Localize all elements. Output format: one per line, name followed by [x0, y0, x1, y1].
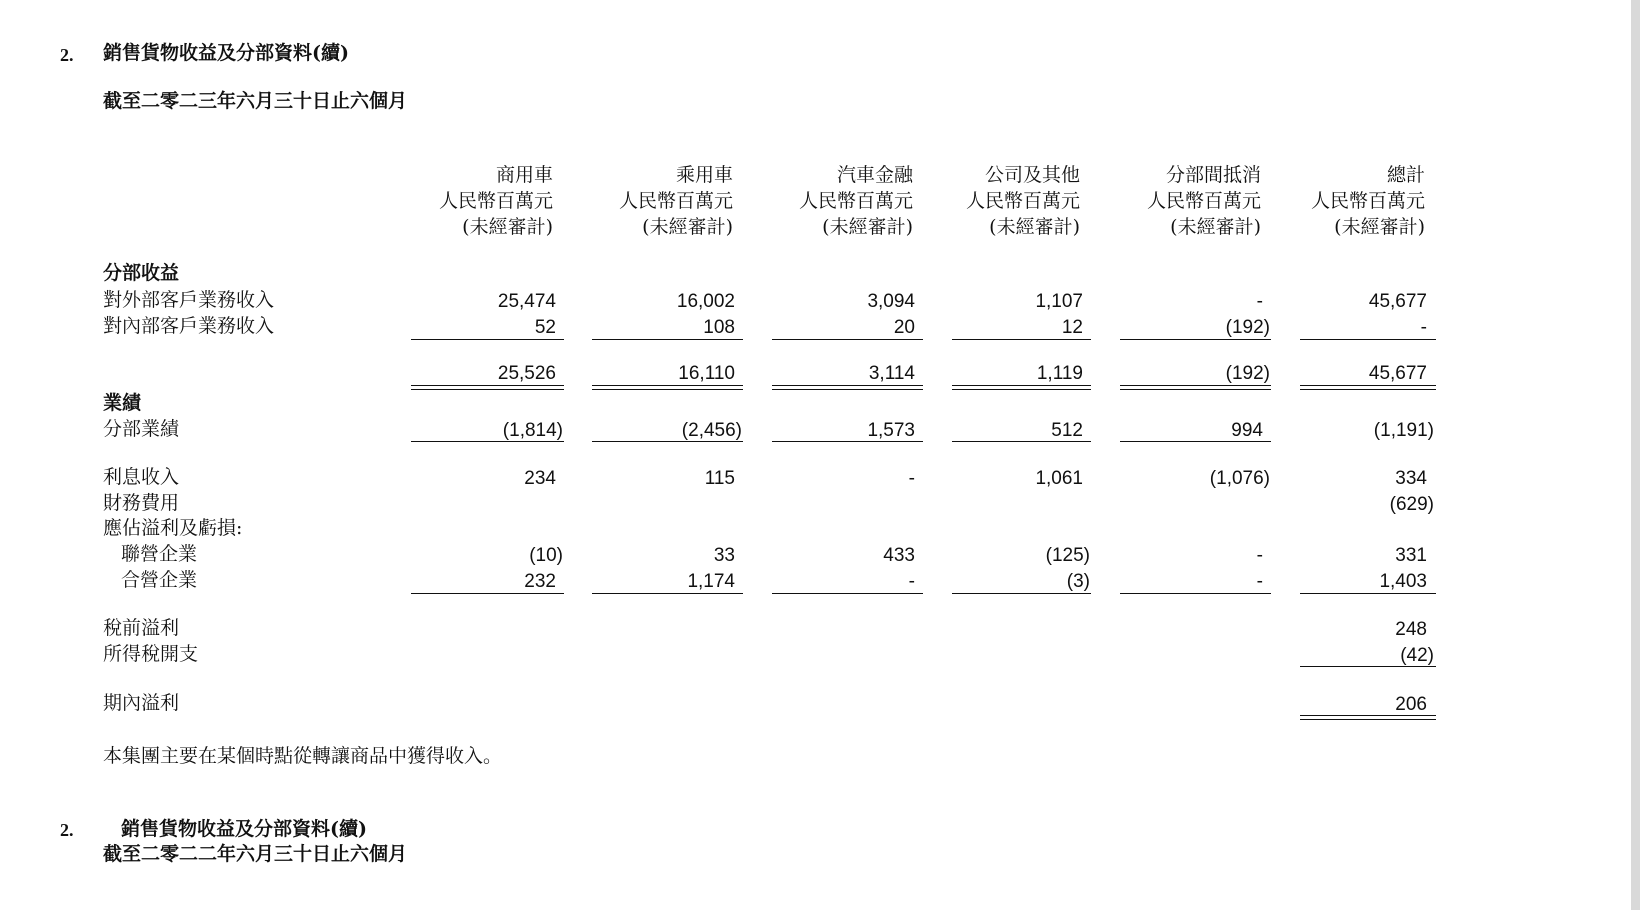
cell-associates: - — [1256, 545, 1263, 566]
cell-subtotal: 1,119 — [1036, 363, 1083, 384]
single-underline — [411, 593, 564, 594]
row-label-internal: 對內部客戶業務收入 — [103, 315, 275, 337]
column-header-note: (未經審計) — [989, 216, 1080, 238]
column-header-note: (未經審計) — [642, 216, 733, 238]
row-label-results: 業績 — [103, 392, 142, 414]
row-label-external: 對外部客戶業務收入 — [103, 289, 275, 311]
section2-period: 截至二零二二年六月三十日止六個月 — [103, 843, 408, 865]
single-underline — [1300, 666, 1436, 667]
cell-profit-before-tax: 248 — [1395, 619, 1427, 640]
row-label-share-of-profit: 應佔溢利及虧損: — [103, 517, 243, 539]
cell-internal: 20 — [893, 317, 915, 338]
single-underline — [411, 339, 564, 340]
double-underline — [411, 385, 564, 390]
column-header-unit: 人民幣百萬元 — [965, 190, 1080, 212]
cell-external: 1,107 — [1035, 291, 1083, 312]
cell-internal: 12 — [1061, 317, 1083, 338]
cell-segment-results: (1,191) — [1373, 420, 1434, 441]
cell-joint-ventures: (3) — [1066, 571, 1090, 592]
cell-subtotal: (192) — [1225, 363, 1270, 384]
column-header-note: (未經審計) — [462, 216, 553, 238]
cell-external: 3,094 — [867, 291, 915, 312]
cell-associates: (10) — [529, 545, 563, 566]
cell-internal: 108 — [703, 317, 735, 338]
column-header-name: 乘用車 — [675, 164, 733, 186]
cell-subtotal: 25,526 — [497, 363, 556, 384]
cell-interest-income: 334 — [1395, 468, 1427, 489]
column-header-note: (未經審計) — [822, 216, 913, 238]
single-underline — [952, 339, 1091, 340]
column-header-note: (未經審計) — [1170, 216, 1261, 238]
double-underline — [1120, 385, 1271, 390]
row-label-segment-results: 分部業績 — [103, 418, 180, 440]
cell-joint-ventures: 1,174 — [687, 571, 735, 592]
cell-profit-period: 206 — [1395, 694, 1427, 715]
single-underline — [772, 441, 923, 442]
single-underline — [1120, 441, 1271, 442]
single-underline — [411, 441, 564, 442]
section-title: 銷售貨物收益及分部資料(續) — [103, 42, 349, 64]
cell-internal: 52 — [534, 317, 556, 338]
double-underline — [952, 385, 1091, 390]
cell-subtotal: 3,114 — [868, 363, 915, 384]
column-header-name: 總計 — [1386, 164, 1425, 186]
cell-joint-ventures: 1,403 — [1379, 571, 1427, 592]
single-underline — [1120, 339, 1271, 340]
cell-interest-income: 1,061 — [1035, 468, 1083, 489]
cell-associates: 331 — [1395, 545, 1427, 566]
cell-finance-cost: (629) — [1389, 494, 1434, 515]
column-header-unit: 人民幣百萬元 — [438, 190, 553, 212]
section2-title: 銷售貨物收益及分部資料(續) — [121, 818, 367, 840]
cell-interest-income: (1,076) — [1209, 468, 1270, 489]
row-label-interest-income: 利息收入 — [103, 466, 180, 488]
single-underline — [592, 339, 743, 340]
double-underline — [592, 385, 743, 390]
column-header-unit: 人民幣百萬元 — [1146, 190, 1261, 212]
row-label-income-tax: 所得稅開支 — [103, 643, 199, 665]
single-underline — [592, 593, 743, 594]
column-header-name: 汽車金融 — [836, 164, 913, 186]
cell-internal: (192) — [1225, 317, 1270, 338]
period-label: 截至二零二三年六月三十日止六個月 — [103, 90, 408, 112]
row-label-joint-ventures: 合營企業 — [121, 569, 198, 591]
cell-associates: 33 — [713, 545, 735, 566]
cell-segment-results: (2,456) — [681, 420, 742, 441]
single-underline — [772, 593, 923, 594]
cell-segment-results: 994 — [1231, 420, 1263, 441]
double-underline — [1300, 715, 1436, 720]
row-label-profit-before-tax: 稅前溢利 — [103, 617, 180, 639]
cell-interest-income: - — [908, 468, 915, 489]
cell-external: 16,002 — [676, 291, 735, 312]
cell-segment-results: (1,814) — [502, 420, 563, 441]
cell-internal: - — [1420, 317, 1427, 338]
single-underline — [952, 593, 1091, 594]
single-underline — [592, 441, 743, 442]
single-underline — [952, 441, 1091, 442]
cell-external: 25,474 — [497, 291, 556, 312]
column-header-unit: 人民幣百萬元 — [798, 190, 913, 212]
cell-interest-income: 234 — [524, 468, 556, 489]
row-label-profit-period: 期內溢利 — [103, 692, 180, 714]
cell-associates: (125) — [1045, 545, 1090, 566]
footnote: 本集團主要在某個時點從轉讓商品中獲得收入。 — [103, 745, 503, 767]
single-underline — [1300, 593, 1436, 594]
cell-joint-ventures: - — [1256, 571, 1263, 592]
column-header-unit: 人民幣百萬元 — [1310, 190, 1425, 212]
column-header-note: (未經審計) — [1334, 216, 1425, 238]
single-underline — [772, 339, 923, 340]
cell-income-tax: (42) — [1400, 645, 1434, 666]
row-label-associates: 聯營企業 — [121, 543, 198, 565]
cell-interest-income: 115 — [704, 468, 735, 489]
cell-external: 45,677 — [1368, 291, 1427, 312]
section2-number: 2. — [60, 820, 74, 840]
cell-joint-ventures: - — [908, 571, 915, 592]
cell-associates: 433 — [883, 545, 915, 566]
column-header-name: 公司及其他 — [984, 164, 1080, 186]
cell-joint-ventures: 232 — [524, 571, 556, 592]
column-header-unit: 人民幣百萬元 — [618, 190, 733, 212]
column-header-name: 分部間抵消 — [1165, 164, 1261, 186]
scrollbar-track[interactable] — [1631, 0, 1640, 910]
section-number: 2. — [60, 45, 74, 65]
column-header-name: 商用車 — [495, 164, 553, 186]
cell-external: - — [1256, 291, 1263, 312]
double-underline — [772, 385, 923, 390]
single-underline — [1300, 339, 1436, 340]
double-underline — [1300, 385, 1436, 390]
cell-subtotal: 16,110 — [678, 363, 735, 384]
cell-segment-results: 512 — [1051, 420, 1083, 441]
cell-subtotal: 45,677 — [1368, 363, 1427, 384]
row-label-segment-revenue: 分部收益 — [103, 262, 180, 284]
cell-segment-results: 1,573 — [867, 420, 915, 441]
single-underline — [1120, 593, 1271, 594]
row-label-finance-cost: 財務費用 — [103, 492, 180, 514]
